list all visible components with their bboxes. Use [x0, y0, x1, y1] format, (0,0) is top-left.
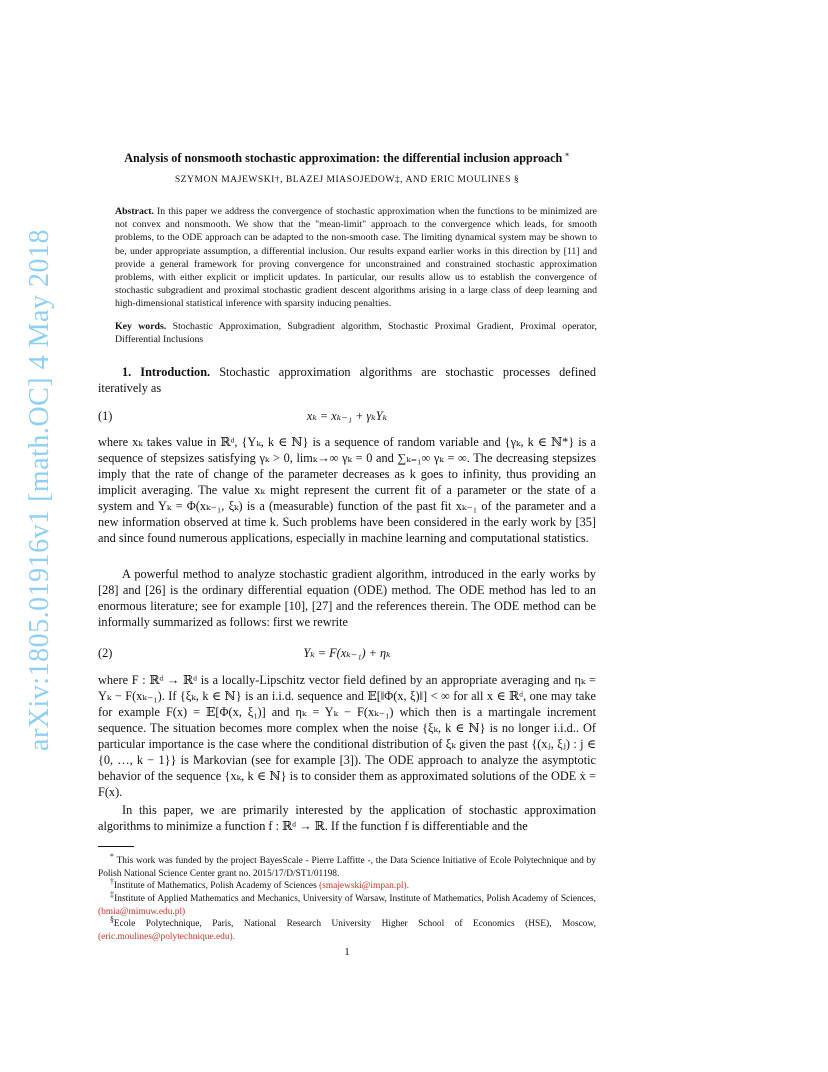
footnote-author-3 [98, 914, 596, 943]
footnote-text: This work was funded by the project BayesScale - Pierre Laffitte -, the Data Science Initiative of Ecole Polytechnique and by Polish National Science Center grant no. 2015/17/D/ST1/01198. [98, 856, 596, 879]
paragraph-2 [98, 566, 596, 630]
equation-1 [98, 409, 596, 425]
keywords [115, 320, 597, 346]
email-link[interactable]: (smajewski@impan.pl). [319, 881, 409, 892]
paragraph-text: In this paper, we are primarily interested by the application of stochastic approximation algorithms to minimize a function f : ℝᵈ → ℝ. If the function f is differentiable and the [98, 803, 596, 833]
abstract-text: In this paper we address the convergence of stochastic approximation when the functions to be minimized are not convex and nonsmooth. We show that the "mean-limit" approach to the convergence which leads, for smooth problems, to the ODE approach can be adapted to the non-smooth case. The limiting dynamical system may be shown to be, under appropriate assumption, a differential inclusion. Our results expand earlier works in this direction by [11] and provide a general framework for proving convergence for unconstrained and constrained stochastic approximation problems, with either explicit or implicit updates. In particular, our results allow us to establish the convergence of stochastic subgradient and proximal stochastic gradient descent algorithms arising in a large class of deep learning and high-dimensional statistical inference with sparsity inducing penalties. [115, 206, 597, 310]
abstract [115, 205, 597, 311]
footnote-rule [98, 846, 134, 847]
paragraph-3 [98, 672, 596, 800]
equation-body: xₖ = xₖ₋₁ + γₖYₖ [306, 409, 388, 423]
section-heading: 1. Introduction. [122, 365, 211, 379]
email-link[interactable]: (eric.moulines@polytechnique.edu). [98, 931, 235, 942]
email-link[interactable]: (bmia@mimuw.edu.pl) [98, 906, 186, 917]
paragraph-4 [98, 802, 596, 834]
author-list: SZYMON MAJEWSKI†, BLAZEJ MIASOJEDOW‡, AND ERIC MOULINES § [174, 174, 520, 185]
paragraph-text: where xₖ takes value in ℝᵈ, {Yₖ, k ∈ ℕ} is a sequence of random variable and {γₖ, k ∈ ℕ*} is a sequence of stepsizes satisfying γₖ > 0, limₖ→∞ γₖ = 0 and ∑ₖ₌₁∞ γₖ = ∞. The decreasing stepsizes imply that the rate of change of the parameter decreases as k goes to infinity, thus providing an implicit averaging. The value xₖ might represent the current fit of a parameter or the state of a system and Yₖ = Φ(xₖ₋₁, ξₖ) is a (measurable) function of the past fit xₖ₋₁ of the parameter and a new information observed at time k. Such problems have been considered in the early work by [35] and since found numerous applications, especially in machine learning and computational statistics. [98, 435, 596, 545]
section-intro-text: Stochastic approximation algorithms are stochastic processes defined iteratively as [98, 365, 596, 395]
arxiv-side-identifier [18, 230, 62, 750]
abstract-label: Abstract. [115, 206, 154, 217]
paragraph-text: A powerful method to analyze stochastic gradient algorithm, introduced in the early works by [28] and [26] is the ordinary differential equation (ODE) method. The ODE method has led to an enormous literature; see for example [10], [27] and the references therein. The ODE method can be informally summarized as follows: first we rewrite [98, 567, 596, 629]
keywords-label: Key words. [115, 321, 167, 332]
footnote-text: Institute of Mathematics, Polish Academy of Sciences [113, 881, 317, 892]
equation-number: (2) [98, 646, 113, 660]
footnote-mark: § [110, 915, 114, 924]
page-number: 1 [344, 946, 350, 958]
footnote-mark: ‡ [110, 890, 115, 899]
title-text: Analysis of nonsmooth stochastic approximation: the differential inclusion approach [124, 151, 563, 166]
paragraph-text: where F : ℝᵈ → ℝᵈ is a locally-Lipschitz vector field defined by an appropriate averaging and ηₖ = Yₖ − F(xₖ₋₁). If {ξₖ, k ∈ ℕ} is an i.i.d. sequence and 𝔼[‖Φ(x, ξ)‖] < ∞ for all x ∈ ℝᵈ, one may take for example F(x) = 𝔼[Φ(x, ξ₁)] and ηₖ = Yₖ − F(xₖ₋₁) which then is a martingale increment sequence. The situation becomes more complex when the noise {ξₖ, k ∈ ℕ} is no longer i.i.d.. Of particular importance is the case where the conditional distribution of ξₖ given the past {(xⱼ, ξⱼ) : j ∈ {0, …, k − 1}} is Markovian (see for example [3]). The ODE approach to analyze the asymptotic behavior of the sequence {xₖ, k ∈ ℕ} is to consider them as approximated solutions of the ODE ẋ = F(x). [98, 673, 596, 799]
footnote-mark: * [110, 852, 114, 861]
equation-body: Yₖ = F(xₖ₋₁) + ηₖ [303, 646, 391, 660]
paragraph-1 [98, 434, 596, 546]
equation-number: (1) [98, 409, 113, 423]
footnote-mark: † [110, 877, 114, 886]
paper-title: Analysis of nonsmooth stochastic approximation: the differential inclusion approach ∗ [124, 150, 570, 166]
section-intro [98, 364, 596, 396]
footnote-text: Institute of Applied Mathematics and Mechanics, University of Warsaw, Institute of Mathematics, Polish Academy of Sciences, [114, 894, 596, 905]
keywords-text: Stochastic Approximation, Subgradient algorithm, Stochastic Proximal Gradient, Proximal operator, Differential Inclusions [115, 321, 597, 346]
footnote-text: Ecole Polytechnique, Paris, National Research University Higher School of Economics (HSE), Moscow, [113, 919, 596, 930]
equation-2 [98, 646, 596, 662]
arxiv-identifier-text: arXiv:1805.01916v1 [math.OC] 4 May 2018 [24, 229, 55, 751]
